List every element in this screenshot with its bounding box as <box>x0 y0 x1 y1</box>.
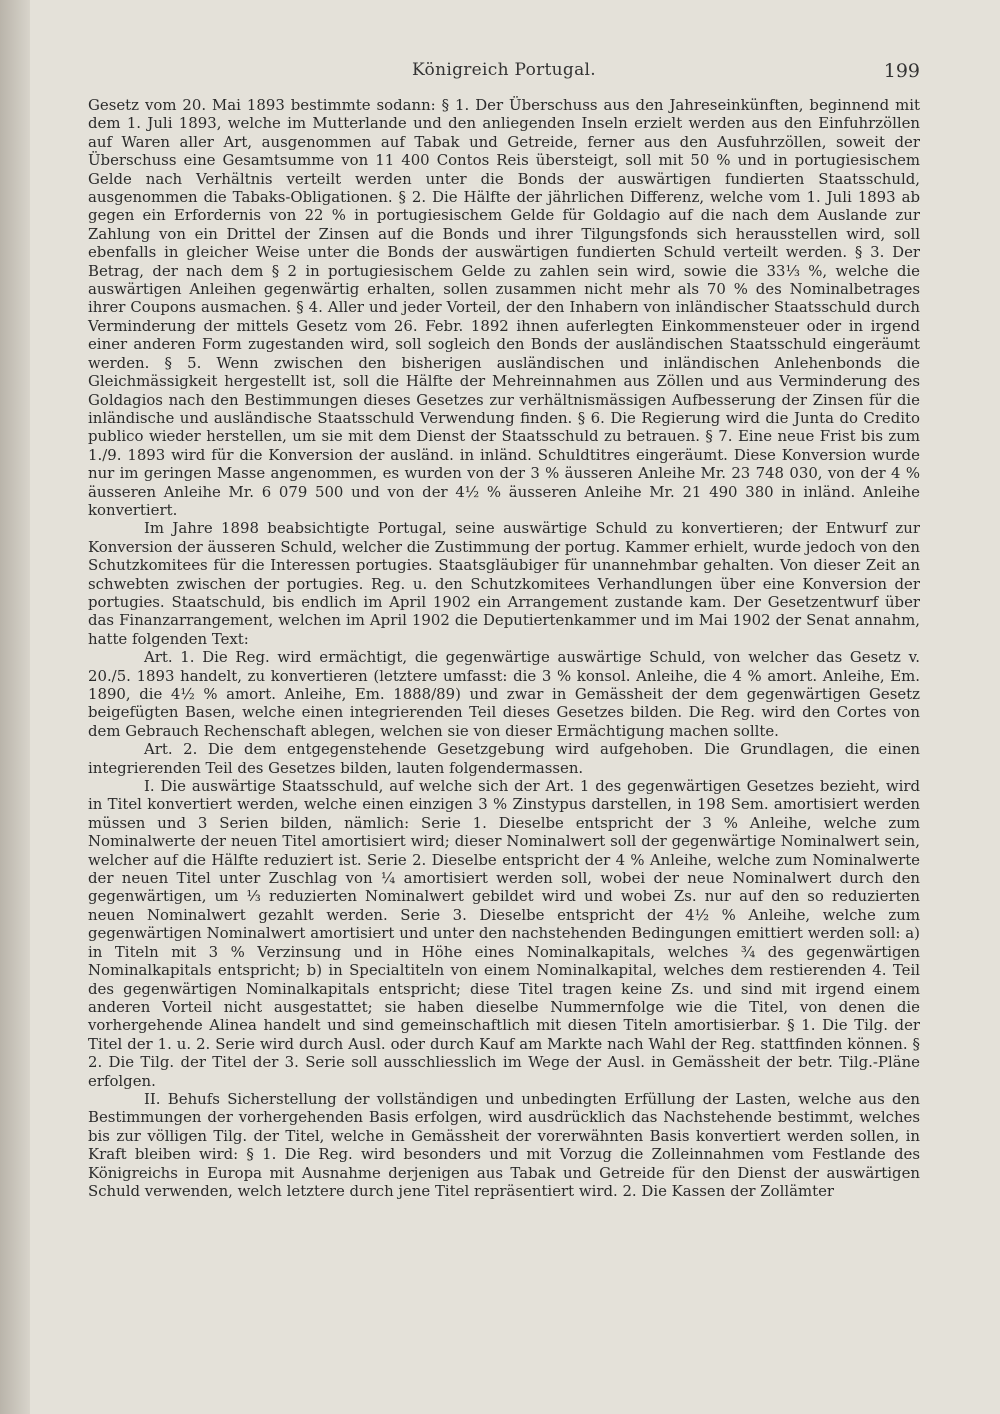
paragraph-law-1893: Gesetz vom 20. Mai 1893 bestimmte sodann: § 1. Der Überschuss aus den Jahreseinkünften, beginnend mit dem 1. Juli 1893, welche im Mutterlande und den anliegenden Inseln erzielt werden aus den Einfuhrzöllen auf Waren aller Art, ausgenommen auf Tabak und Getreide, ferner aus den Ausfuhrzöllen, soweit der Überschuss eine Gesamtsumme von 11 400 Contos Reis übersteigt, soll mit 50 % und in portugiesischem Gelde nach Verhältnis verteilt werden unter die Bonds der auswärtigen fundierten Staatsschuld, ausgenommen die Tabaks-Obligationen. § 2. Die Hälfte der jährlichen Differenz, welche vom 1. Juli 1893 ab gegen ein Erfordernis von 22 % in portugiesischem Gelde für Goldagio auf die nach dem Auslande zur Zahlung von ein Drittel der Zinsen auf die Bonds und ihrer Tilgungsfonds sich herausstellen wird, soll ebenfalls in gleicher Weise unter die Bonds der auswärtigen fundierten Schuld verteilt werden. § 3. Der Betrag, der nach dem § 2 in portugiesischem Gelde zu zahlen sein wird, sowie die 33⅓ %, welche die auswärtigen Anleihen gegenwärtig erhalten, sollen zusammen nicht mehr als 70 % des Nominalbetrages ihrer Coupons ausmachen. § 4. Aller und jeder Vorteil, der den Inhabern von inländischer Staatsschuld durch Verminderung der mittels Gesetz vom 26. Febr. 1892 ihnen auferlegten Einkommensteuer oder in irgend einer anderen Form zugestanden wird, soll sogleich den Bonds der ausländischen Staatsschuld eingeräumt werden. § 5. Wenn zwischen den bisherigen ausländischen und inländischen Anlehenbonds die Gleichmässigkeit hergestellt ist, soll die Hälfte der Mehreinnahmen aus Zöllen und aus Verminderung des Goldagios nach den Bestimmungen dieses Gesetzes zur verhältnismässigen Aufbesserung der Zinsen für die inländische und ausländische Staatsschuld Verwendung finden. § 6. Die Regierung wird die Junta do Credito publico wieder herstellen, um sie mit dem Dienst der Staatsschuld zu betrauen. § 7. Eine neue Frist bis zum 1./9. 1893 wird für die Konversion der ausländ. in inländ. Schuldtitres eingeräumt. Diese Konversion wurde nur im geringen Masse angenommen, es wurden von der 3 % äusseren Anleihe Mr. 23 748 030, von der 4 % äusseren Anleihe Mr. 6 079 500 und von der 4½ % äusseren Anleihe Mr. 21 490 380 in inländ. Anleihe konvertiert. <box>88 96 920 519</box>
running-header <box>88 60 920 84</box>
paragraph-conversion-1898: Im Jahre 1898 beabsichtigte Portugal, seine auswärtige Schuld zu konvertieren; der Entwurf zur Konversion der äusseren Schuld, welcher die Zustimmung der portug. Kammer erhielt, wurde jedoch von den Schutzkomitees für die Interessen portugies. Staatsgläubiger für unannehmbar gehalten. Von dieser Zeit an schwebten zwischen der portugies. Reg. u. den Schutzkomitees Verhandlungen über eine Konversion der portugies. Staatschuld, bis endlich im April 1902 ein Arrangement zustande kam. Der Gesetzentwurf über das Finanzarrangement, welchen im April 1902 die Deputiertenkammer und im Mai 1902 der Senat annahm, hatte folgenden Text: <box>88 519 920 648</box>
page-number: 199 <box>883 60 920 82</box>
paragraph-basis-1: I. Die auswärtige Staatsschuld, auf welche sich der Art. 1 des gegenwärtigen Gesetzes bezieht, wird in Titel konvertiert werden, welche einen einzigen 3 % Zinstypus darstellen, in 198 Sem. amortisiert werden müssen und 3 Serien bilden, nämlich: Serie 1. Dieselbe entspricht der 3 % Anleihe, welche zum Nominalwerte der neuen Titel amortisiert wird; dieser Nominalwert soll der gegenwärtige Nominalwert sein, welcher auf die Hälfte reduziert ist. Serie 2. Dieselbe entspricht der 4 % Anleihe, welche zum Nominalwerte der neuen Titel unter Zuschlag von ¼ amortisiert werden soll, wobei der neue Nominalwert durch den gegenwärtigen, um ⅓ reduzierten Nominalwert gebildet wird und wobei Zs. nur auf den so reduzierten neuen Nominalwert gezahlt werden. Serie 3. Dieselbe entspricht der 4½ % Anleihe, welche zum gegenwärtigen Nominalwert amortisiert und unter den nachstehenden Bedingungen emittiert werden soll: a) in Titeln mit 3 % Verzinsung und in Höhe eines Nominalkapitals, welches ¾ des gegenwärtigen Nominalkapitals entspricht; b) in Specialtiteln von einem Nominalkapital, welches dem restierenden 4. Teil des gegenwärtigen Nominalkapitals entspricht; diese Titel tragen keine Zs. und sind mit irgend einem anderen Vorteil nicht ausgestattet; sie haben dieselbe Nummernfolge wie die Titel, von denen die vorhergehende Alinea handelt und sind gemeinschaftlich mit diesen Titeln amortisierbar. § 1. Die Tilg. der Titel der 1. u. 2. Serie wird durch Ausl. oder durch Kauf am Markte nach Wahl der Reg. stattfinden können. § 2. Die Tilg. der Titel der 3. Serie soll ausschliesslich im Wege der Ausl. in Gemässheit der betr. Tilg.-Pläne erfolgen. <box>88 777 920 1090</box>
paragraph-basis-2: II. Behufs Sicherstellung der vollständigen und unbedingten Erfüllung der Lasten, welche aus den Bestimmungen der vorhergehenden Basis erfolgen, wird ausdrücklich das Nachstehende bestimmt, welches bis zur völligen Tilg. der Titel, welche in Gemässheit der vorerwähnten Basis konvertiert werden sollen, in Kraft bleiben wird: § 1. Die Reg. wird besonders und mit Vorzug die Zolleinnahmen vom Festlande des Königreichs in Europa mit Ausnahme derjenigen aus Tabak und Getreide für den Dienst der auswärtigen Schuld verwenden, welch letztere durch jene Titel repräsentiert wird. 2. Die Kassen der Zollämter <box>88 1089 920 1200</box>
page-binding-shadow <box>0 0 30 1414</box>
header-title: Königreich Portugal. <box>412 60 596 80</box>
body-text <box>88 96 920 1200</box>
paragraph-article-1: Art. 1. Die Reg. wird ermächtigt, die gegenwärtige auswärtige Schuld, von welcher das Gesetz v. 20./5. 1893 handelt, zu konvertieren (letztere umfasst: die 3 % konsol. Anleihe, die 4 % amort. Anleihe, Em. 1890, die 4½ % amort. Anleihe, Em. 1888/89) und zwar in Gemässheit der dem gegenwärtigen Gesetz beigefügten Basen, welche einen integrierenden Teil dieses Gesetzes bilden. Die Reg. wird den Cortes von dem Gebrauch Rechenschaft ablegen, welchen sie von dieser Ermächtigung machen sollte. <box>88 648 920 740</box>
paragraph-article-2: Art. 2. Die dem entgegenstehende Gesetzgebung wird aufgehoben. Die Grundlagen, die einen integrierenden Teil des Gesetzes bilden, lauten folgendermassen. <box>88 740 920 777</box>
